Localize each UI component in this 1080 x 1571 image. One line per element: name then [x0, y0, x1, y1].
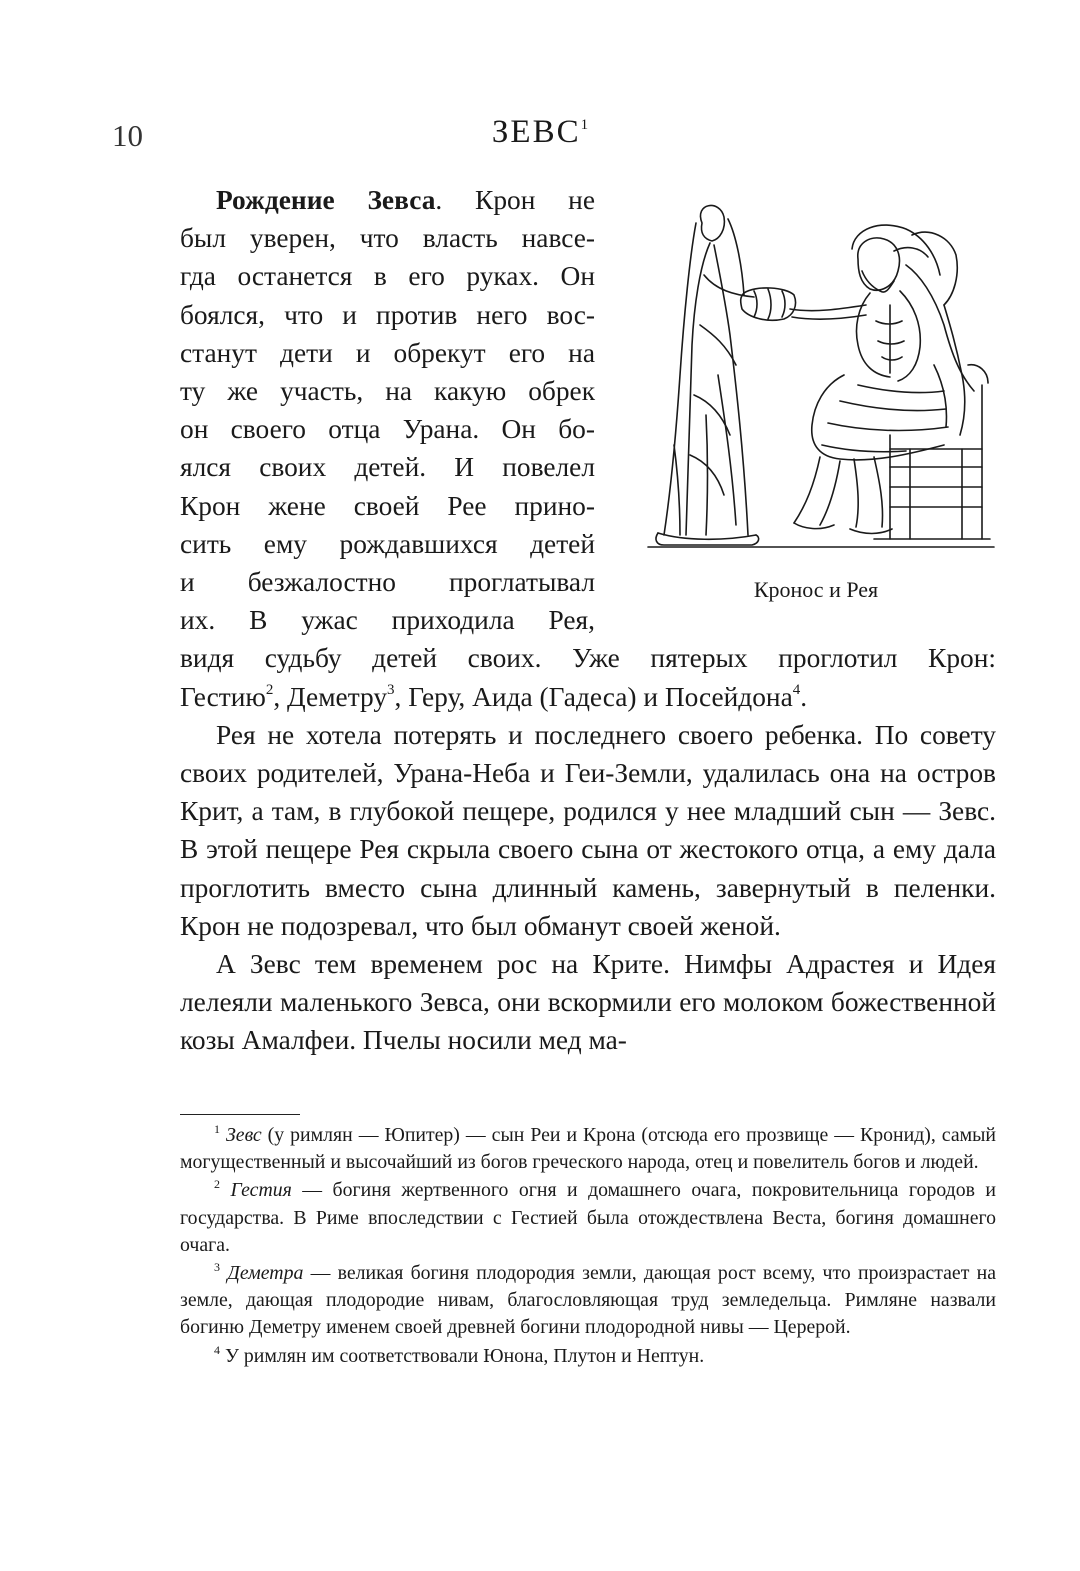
text-line: гда останется в его руках. Он — [180, 261, 595, 292]
paragraph-rhea-crete: Рея не хотела потерять и последнего своего ребенка. По совету своих родителей, Урана-Неба и Геи-Земли, удалилась она на остров Крит, а там, в глубокой пещере, родился у нее младший сын — Зевс. В этой пещере Рея скрыла своего сына от жестокого отца, а ему дала проглотить вместо сына длинный камень, завернутый в пеленки. Крон не подозревал, что был обманут своей женой. — [180, 719, 996, 941]
footnote-text: — богиня жертвенного огня и домашнего очага, покровительница городов и государства. В Риме впоследствии с Гестией была отождествлена Веста, богиня домашнего очага. — [180, 1179, 997, 1256]
page-number: 10 — [112, 118, 143, 153]
text-line: он своего отца Урана. Он бо- — [180, 414, 595, 445]
footnote-ref-4: 4 — [792, 681, 801, 698]
footnote-ref-2: 2 — [265, 681, 274, 698]
chapter-title-text: ЗЕВС — [491, 114, 581, 150]
footnote-term: Зевс — [226, 1124, 262, 1146]
main-text — [180, 181, 996, 1060]
footnote-term: Гестия — [230, 1179, 292, 1202]
text-run: , Деметру — [273, 681, 388, 712]
text-line — [180, 678, 996, 716]
footnotes — [180, 1122, 996, 1371]
text-line: Крон жене своей Рее прино- — [180, 490, 595, 521]
footnote-number: 2 — [214, 1177, 220, 1192]
paragraph-zeus-grows: А Зевс тем временем рос на Крите. Нимфы Адрастея и Идея лелеяли маленького Зевса, они вскормили его молоком божественной козы Амалфеи. Пчелы носили мед ма- — [180, 949, 996, 1056]
text-run: Гестию — [180, 681, 266, 712]
footnote-text: (у римлян — Юпитер) — сын Реи и Крона (отсюда его прозвище — Кронид), самый могущественный и высочайший из богов греческого народа, отец и повелитель богов и людей. — [180, 1124, 996, 1174]
text-line: был уверен, что власть навсе- — [180, 223, 595, 254]
chapter-title-footnote-ref: 1 — [580, 117, 589, 133]
footnote-2 — [180, 1177, 996, 1259]
text-line: станут дети и обрекут его на — [180, 337, 595, 368]
text-line: ялся своих детей. И повелел — [180, 452, 595, 483]
paragraph-heading: Рождение Зевса — [216, 185, 436, 215]
footnote-4 — [180, 1343, 996, 1370]
text-line: видя судьбу детей своих. Уже пятерых проглотил Крон: — [180, 643, 996, 674]
text-line: и безжалостно проглатывал — [180, 567, 595, 598]
text-line: их. В ужас приходила Рея, — [180, 605, 595, 636]
text-run: , Геру, Аида (Гадеса) и Посейдона — [394, 681, 793, 712]
footnote-text: — великая богиня плодородия земли, дающая рост всему, что произрастает на земле, дающая плодородие нивам, благословляющая труд земледельца. Римляне назвали богиню Деметру именем своей древней богини плодородной нивы — Церерой. — [180, 1262, 996, 1339]
footnote-3 — [180, 1260, 996, 1342]
chapter-title — [0, 114, 1080, 151]
text-line: боялся, что и против него вос- — [180, 299, 595, 330]
paragraph-heading-rest: . Крон не — [435, 185, 595, 215]
text-line — [180, 181, 595, 219]
footnote-separator — [180, 1114, 300, 1115]
figure-caption: Кронос и Рея — [753, 577, 879, 602]
text-line: сить ему рождавшихся детей — [180, 528, 595, 559]
footnote-1 — [180, 1122, 996, 1176]
footnote-number: 3 — [214, 1260, 220, 1275]
footnote-term: Деметра — [227, 1262, 304, 1285]
footnote-ref-3: 3 — [387, 681, 395, 698]
footnote-text: У римлян им соответствовали Юнона, Плутон и Нептун. — [220, 1344, 705, 1367]
footnote-number: 4 — [214, 1342, 220, 1357]
footnote-number: 1 — [214, 1122, 220, 1136]
text-run: . — [800, 681, 808, 712]
paragraph-birth-of-zeus — [180, 181, 996, 716]
text-line: ту же участь, на какую обрек — [180, 376, 595, 407]
